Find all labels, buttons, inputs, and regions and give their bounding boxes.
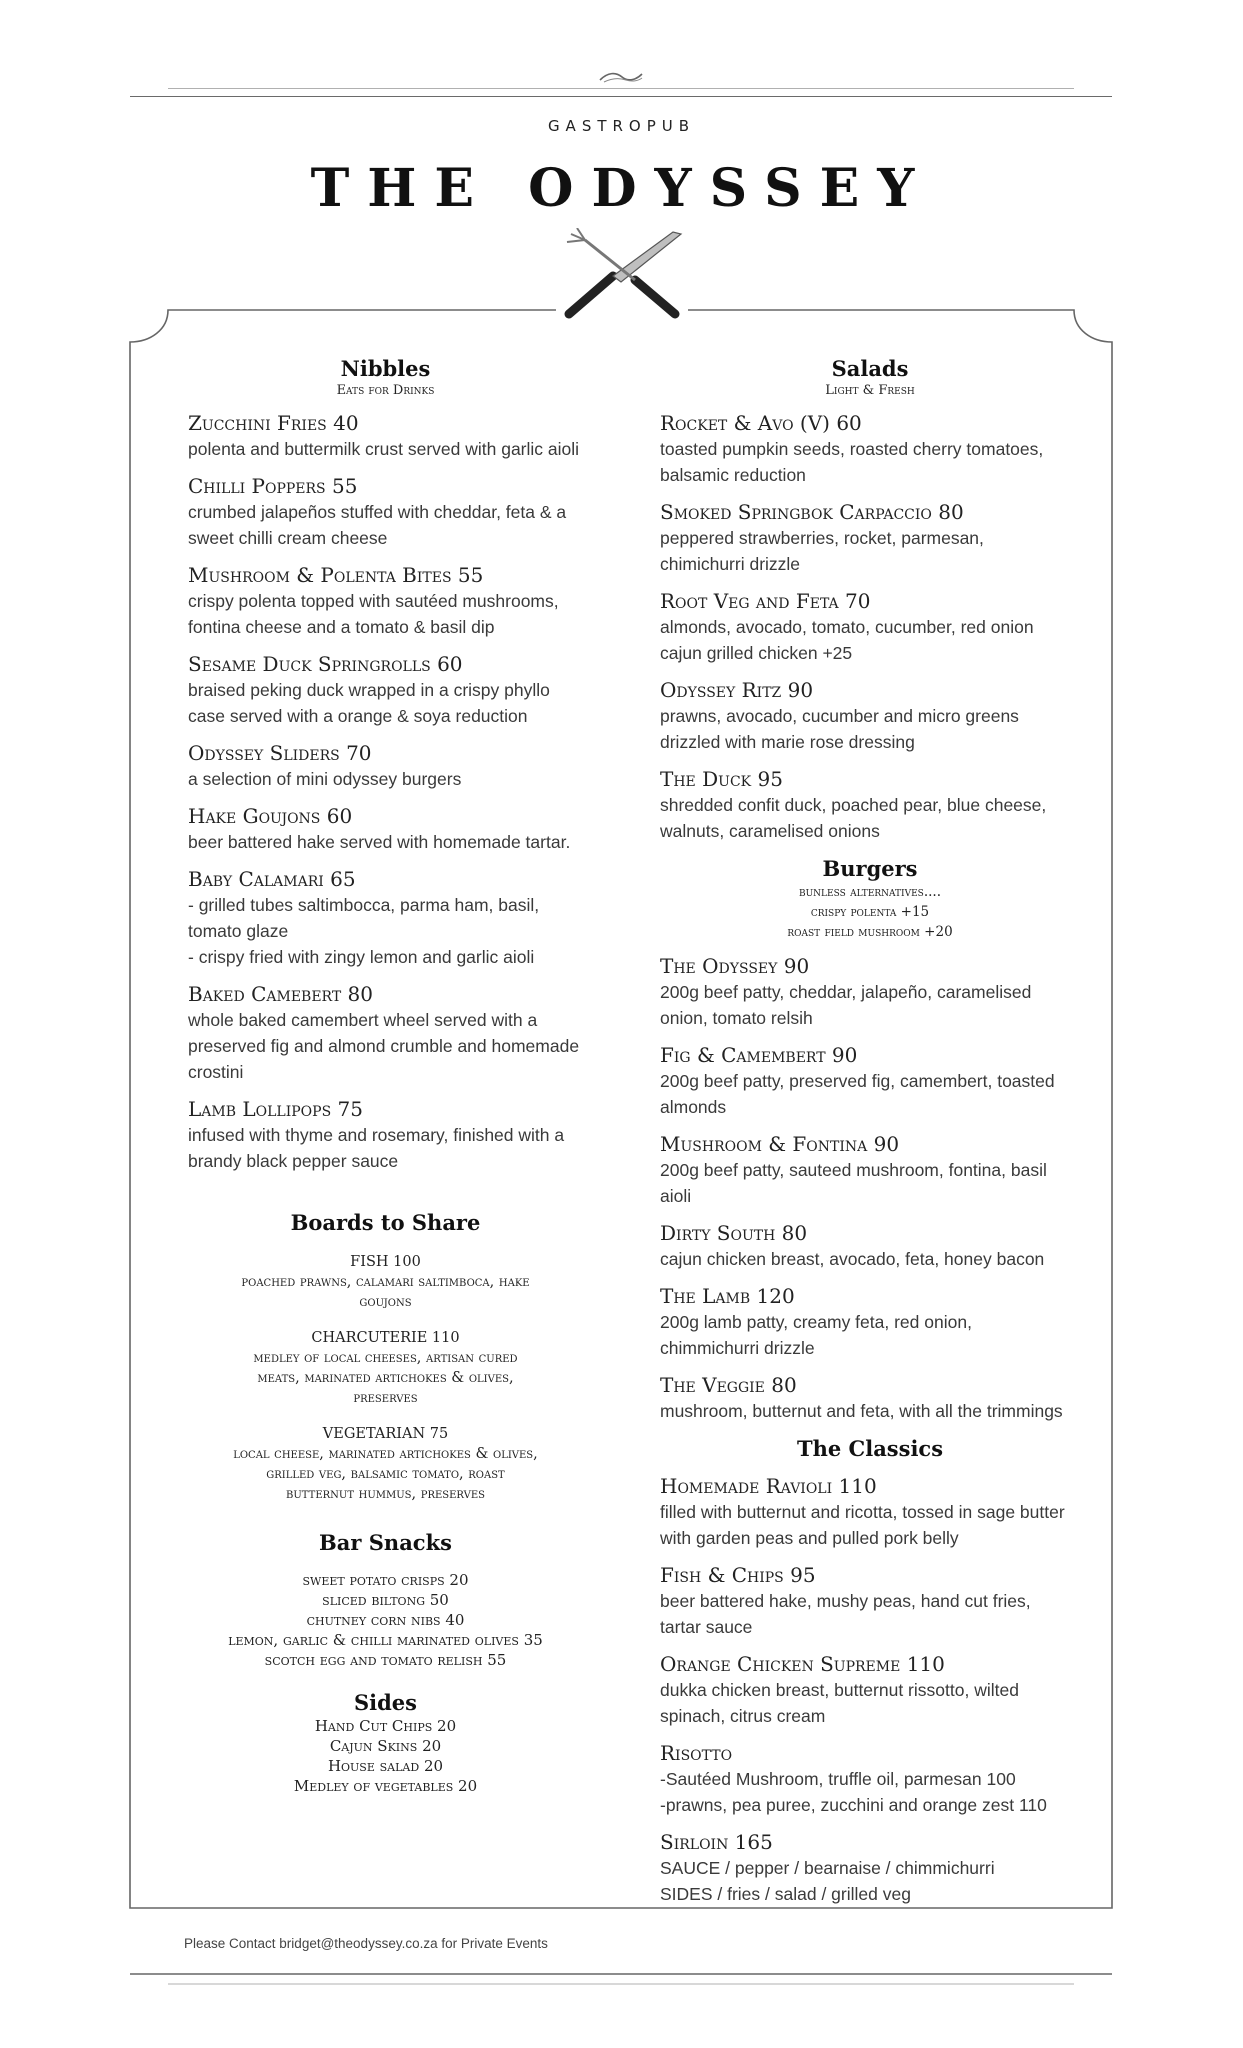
- board-description: preserves: [353, 1390, 418, 1406]
- item-description: crispy polenta topped with sautéed mushrooms,: [188, 591, 559, 611]
- classics-section: [660, 1436, 1080, 1907]
- board-item: [188, 1424, 583, 1504]
- side-item: Hand Cut Chips 20: [314, 1717, 457, 1735]
- item-description: 200g beef patty, preserved fig, camembert, toasted: [660, 1071, 1055, 1091]
- burger-note: crispy polenta +15: [810, 904, 930, 920]
- item-description: beer battered hake served with homemade tartar.: [188, 832, 571, 852]
- item-description: spinach, citrus cream: [660, 1706, 826, 1726]
- item-description: chimichurri drizzle: [660, 554, 801, 574]
- item-name: Mushroom & Polenta Bites 55: [188, 563, 484, 587]
- item-description: case served with a orange & soya reduction: [188, 706, 528, 726]
- item-description: SAUCE / pepper / bearnaise / chimmichurri: [660, 1858, 995, 1878]
- item-description: - crispy fried with zingy lemon and garlic aioli: [188, 947, 535, 967]
- salads-list: [660, 410, 1080, 844]
- menu-item: [660, 677, 1080, 755]
- board-description: local cheese, marinated artichokes & olives,: [233, 1446, 538, 1462]
- item-description: shredded confit duck, poached pear, blue cheese,: [660, 795, 1047, 815]
- item-description: onion, tomato relsih: [660, 1008, 813, 1028]
- item-name: Rocket & Avo (V) 60: [660, 411, 862, 435]
- item-description: almonds: [660, 1097, 727, 1117]
- menu-item: [188, 651, 583, 729]
- menu-item: [660, 588, 1080, 666]
- item-name: Sirloin 165: [660, 1830, 773, 1854]
- item-description: 200g lamb patty, creamy feta, red onion,: [660, 1312, 972, 1332]
- boards-list: [188, 1252, 583, 1504]
- board-description: grilled veg, balsamic tomato, roast: [266, 1466, 505, 1482]
- menu-item: [188, 1096, 583, 1174]
- item-name: Smoked Springbok Carpaccio 80: [660, 500, 964, 524]
- item-description: tartar sauce: [660, 1617, 753, 1637]
- item-description: walnuts, caramelised onions: [660, 821, 880, 841]
- item-description: beer battered hake, mushy peas, hand cut fries,: [660, 1591, 1031, 1611]
- burgers-title: Burgers: [822, 856, 918, 881]
- board-item: [188, 1328, 583, 1408]
- item-description: SIDES / fries / salad / grilled veg: [660, 1884, 911, 1904]
- item-description: whole baked camembert wheel served with a: [188, 1010, 538, 1030]
- item-name: Hake Goujons 60: [188, 804, 353, 828]
- item-description: tomato glaze: [188, 921, 289, 941]
- item-description: preserved fig and almond crumble and homemade: [188, 1036, 580, 1056]
- classics-title: The Classics: [796, 1436, 944, 1461]
- menu-item: [660, 1562, 1080, 1640]
- menu-item: [660, 766, 1080, 844]
- item-description: a selection of mini odyssey burgers: [188, 769, 462, 789]
- bar-snack-item: scotch egg and tomato relish 55: [264, 1651, 507, 1669]
- item-description: mushroom, butternut and feta, with all the trimmings: [660, 1401, 1063, 1421]
- burgers-section: [660, 856, 1080, 1424]
- item-description: dukka chicken breast, butternut rissotto, wilted: [660, 1680, 1019, 1700]
- item-name: Mushroom & Fontina 90: [660, 1132, 900, 1156]
- item-description: braised peking duck wrapped in a crispy phyllo: [188, 680, 550, 700]
- menu-item: [188, 473, 583, 551]
- top-rule-thin: [168, 88, 1074, 89]
- item-description: polenta and buttermilk crust served with garlic aioli: [188, 439, 580, 459]
- menu-item: [188, 740, 583, 792]
- item-description: aioli: [660, 1186, 692, 1206]
- item-description: filled with butternut and ricotta, tossed in sage butter: [660, 1502, 1065, 1522]
- item-name: Root Veg and Feta 70: [660, 589, 871, 613]
- board-description: butternut hummus, preserves: [286, 1486, 485, 1502]
- menu-item: [660, 1372, 1080, 1424]
- menu-item: [188, 803, 583, 855]
- item-description: prawns, avocado, cucumber and micro greens: [660, 706, 1019, 726]
- menu-item: [660, 1740, 1080, 1818]
- item-name: Zucchini Fries 40: [188, 411, 359, 435]
- item-description: -Sautéed Mushroom, truffle oil, parmesan 100: [660, 1769, 1016, 1789]
- item-description: cajun chicken breast, avocado, feta, honey bacon: [660, 1249, 1045, 1269]
- item-name: The Veggie 80: [660, 1373, 797, 1397]
- item-description: brandy black pepper sauce: [188, 1151, 399, 1171]
- nibbles-section: [188, 356, 583, 1174]
- item-name: Lamb Lollipops 75: [188, 1097, 363, 1121]
- menu-item: [660, 1220, 1080, 1272]
- menu-item: [660, 1042, 1080, 1120]
- salads-title: Salads: [831, 356, 909, 381]
- bar-snacks-list: [188, 1570, 583, 1670]
- left-column: [188, 356, 583, 1796]
- menu-item: [660, 499, 1080, 577]
- item-name: Risotto: [660, 1741, 733, 1765]
- item-description: peppered strawberries, rocket, parmesan,: [660, 528, 984, 548]
- bar-snack-item: sweet potato crisps 20: [302, 1571, 469, 1589]
- menu-item: [660, 1651, 1080, 1729]
- bar-snack-item: lemon, garlic & chilli marinated olives 35: [228, 1631, 543, 1649]
- board-item: [188, 1252, 583, 1312]
- board-description: medley of local cheeses, artisan cured: [253, 1350, 518, 1366]
- item-description: almonds, avocado, tomato, cucumber, red onion: [660, 617, 1034, 637]
- burger-notes: [660, 882, 1080, 942]
- item-description: 200g beef patty, cheddar, jalapeño, caramelised: [660, 982, 1032, 1002]
- menu-item: [660, 1829, 1080, 1907]
- menu-item: [660, 1473, 1080, 1551]
- burger-note: roast field mushroom +20: [787, 924, 953, 940]
- item-name: The Odyssey 90: [660, 954, 810, 978]
- item-name: The Duck 95: [660, 767, 783, 791]
- item-description: cajun grilled chicken +25: [660, 643, 853, 663]
- flourish-icon: [598, 70, 644, 84]
- right-column: [660, 356, 1080, 1907]
- menu-item: [188, 981, 583, 1085]
- bar-snacks-section: [188, 1530, 583, 1670]
- bar-snack-item: chutney corn nibs 40: [306, 1611, 465, 1629]
- boards-title: Boards to Share: [290, 1210, 481, 1235]
- item-name: The Lamb 120: [660, 1284, 795, 1308]
- item-name: Baked Camebert 80: [188, 982, 373, 1006]
- item-description: balsamic reduction: [660, 465, 806, 485]
- nibbles-subtitle: Eats for Drinks: [336, 383, 435, 398]
- private-events-note: Please Contact bridget@theodyssey.co.za for Private Events: [184, 1936, 548, 1951]
- item-description: toasted pumpkin seeds, roasted cherry tomatoes,: [660, 439, 1044, 459]
- item-description: 200g beef patty, sauteed mushroom, fontina, basil: [660, 1160, 1047, 1180]
- burger-note: bunless alternatives....: [798, 884, 942, 900]
- item-description: chimmichurri drizzle: [660, 1338, 815, 1358]
- burgers-list: [660, 953, 1080, 1424]
- top-rule: [130, 96, 1112, 97]
- bar-snacks-title: Bar Snacks: [319, 1530, 452, 1555]
- header-subtitle: GASTROPUB: [547, 117, 696, 135]
- classics-list: [660, 1473, 1080, 1907]
- nibbles-title: Nibbles: [340, 356, 431, 381]
- item-description: crostini: [188, 1062, 244, 1082]
- item-name: Sesame Duck Springrolls 60: [188, 652, 463, 676]
- bar-snack-item: sliced biltong 50: [322, 1591, 449, 1609]
- menu-item: [660, 1131, 1080, 1209]
- item-name: Fish & Chips 95: [660, 1563, 816, 1587]
- side-item: Cajun Skins 20: [329, 1737, 442, 1755]
- item-name: Dirty South 80: [660, 1221, 808, 1245]
- board-description: meats, marinated artichokes & olives,: [257, 1370, 514, 1386]
- sides-title: Sides: [353, 1690, 417, 1715]
- item-name: Odyssey Sliders 70: [188, 741, 372, 765]
- item-description: -prawns, pea puree, zucchini and orange zest 110: [660, 1795, 1047, 1815]
- item-description: drizzled with marie rose dressing: [660, 732, 915, 752]
- header-title: THE ODYSSEY: [310, 158, 933, 219]
- menu-item: [660, 1283, 1080, 1361]
- board-name: FISH 100: [350, 1254, 421, 1270]
- item-name: Fig & Camembert 90: [660, 1043, 858, 1067]
- menu-item: [188, 410, 583, 462]
- side-item: Medley of vegetables 20: [293, 1777, 478, 1795]
- board-description: goujons: [359, 1294, 412, 1310]
- board-name: CHARCUTERIE 110: [311, 1330, 460, 1346]
- sides-section: [188, 1690, 583, 1796]
- salads-section: [660, 356, 1080, 844]
- item-name: Orange Chicken Supreme 110: [660, 1652, 945, 1676]
- nibbles-list: [188, 410, 583, 1174]
- sides-list: [188, 1716, 583, 1796]
- side-item: House salad 20: [327, 1757, 444, 1775]
- item-description: infused with thyme and rosemary, finished with a: [188, 1125, 565, 1145]
- salads-subtitle: Light & Fresh: [825, 383, 915, 398]
- crossed-fork-knife-icon: [555, 228, 690, 320]
- item-description: with garden peas and pulled pork belly: [660, 1528, 959, 1548]
- menu-item: [188, 866, 583, 970]
- item-description: - grilled tubes saltimbocca, parma ham, basil,: [188, 895, 540, 915]
- item-description: crumbed jalapeños stuffed with cheddar, feta & a: [188, 502, 567, 522]
- item-description: fontina cheese and a tomato & basil dip: [188, 617, 495, 637]
- board-name: VEGETARIAN 75: [322, 1426, 449, 1442]
- menu-item: [188, 562, 583, 640]
- item-description: sweet chilli cream cheese: [188, 528, 388, 548]
- menu-item: [660, 410, 1080, 488]
- board-description: poached prawns, calamari saltimboca, hake: [241, 1274, 530, 1290]
- menu-item: [660, 953, 1080, 1031]
- item-name: Odyssey Ritz 90: [660, 678, 814, 702]
- item-name: Homemade Ravioli 110: [660, 1474, 877, 1498]
- item-name: Chilli Poppers 55: [188, 474, 358, 498]
- boards-section: [188, 1210, 583, 1504]
- item-name: Baby Calamari 65: [188, 867, 356, 891]
